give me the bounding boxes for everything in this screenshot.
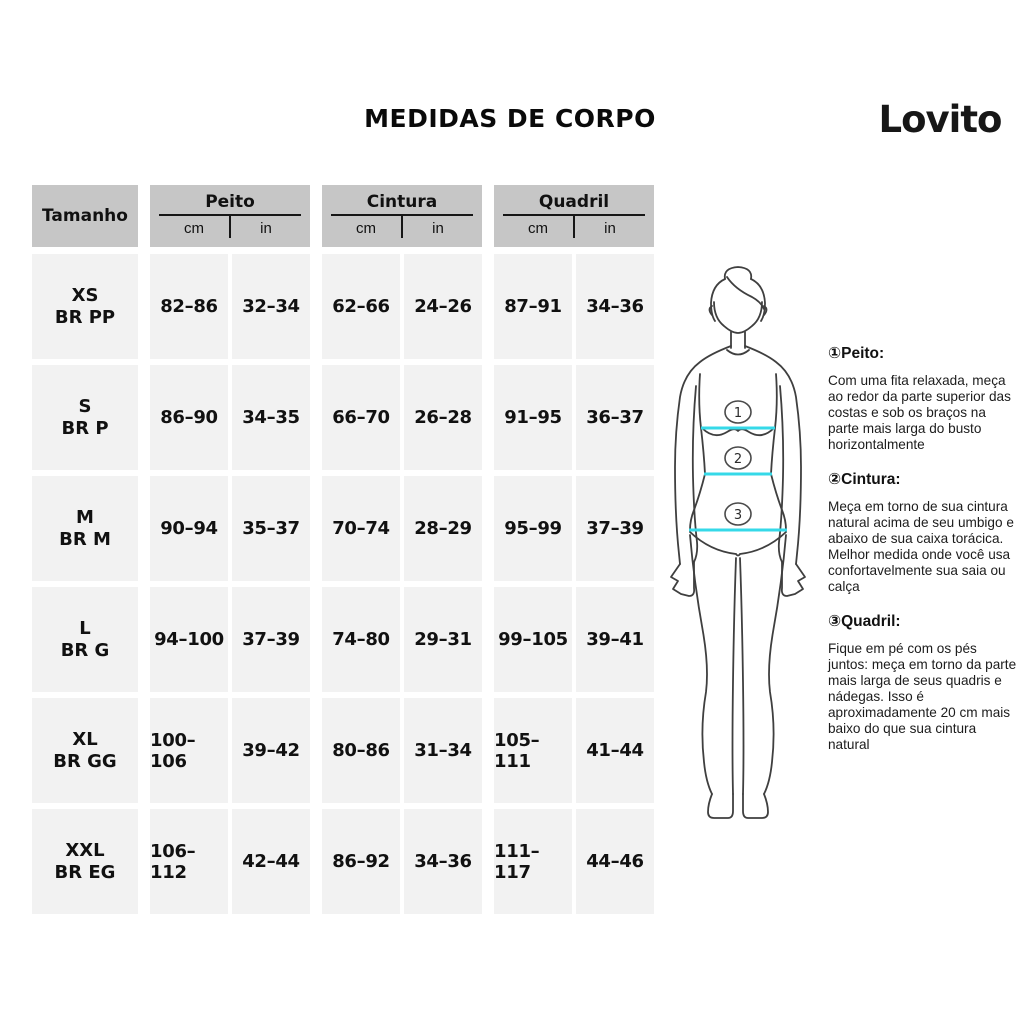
leg-right-outer [764, 535, 786, 794]
value-cell: 90–94 [150, 476, 228, 581]
leg-right-inner [740, 558, 744, 794]
size-cell [32, 587, 138, 692]
size-label: XS [71, 284, 99, 306]
size-table [32, 185, 654, 920]
value-cell: 39–41 [576, 587, 654, 692]
peito-cells [150, 587, 310, 692]
value-cell: 37–39 [576, 476, 654, 581]
table-row-s [32, 365, 654, 470]
value-cell: 37–39 [232, 587, 310, 692]
measurement-instructions [828, 344, 1020, 770]
quadril-cells [494, 809, 654, 914]
quadril-cells [494, 698, 654, 803]
value-cell: 91–95 [494, 365, 572, 470]
foot-right [743, 794, 768, 818]
leg-left-outer [690, 535, 712, 794]
size-label: M [76, 506, 94, 528]
marker-number-2: 2 [733, 452, 743, 467]
size-br-label: BR GG [53, 750, 117, 772]
size-label: XL [72, 728, 98, 750]
table-row-l [32, 587, 654, 692]
instruction-heading: ①Peito: [828, 345, 885, 362]
value-cell: 66–70 [322, 365, 400, 470]
unit-label-in: in [604, 220, 616, 237]
cintura-cells [322, 476, 482, 581]
value-cell: 94–100 [150, 587, 228, 692]
value-cell: 70–74 [322, 476, 400, 581]
size-br-label: BR PP [54, 306, 116, 328]
table-row-xs [32, 254, 654, 359]
size-br-label: BR P [61, 417, 109, 439]
size-label: L [79, 617, 91, 639]
hand-right [782, 562, 805, 596]
value-cell: 28–29 [404, 476, 482, 581]
value-cell: 80–86 [322, 698, 400, 803]
unit-label-cm: cm [184, 220, 204, 237]
cintura-cells [322, 254, 482, 359]
size-label: XXL [65, 839, 105, 861]
value-cell: 42–44 [232, 809, 310, 914]
value-cell: 106–112 [150, 809, 228, 914]
hair-bun [725, 267, 751, 279]
column-group-quadril [494, 185, 654, 247]
column-header-tamanho: Tamanho [32, 185, 138, 247]
quadril-cells [494, 476, 654, 581]
cintura-cells [322, 587, 482, 692]
marker-number-3: 3 [733, 508, 743, 523]
value-cell: 44–46 [576, 809, 654, 914]
value-cell: 86–90 [150, 365, 228, 470]
column-group-peito [150, 185, 310, 247]
bikini-curves [690, 532, 786, 556]
page-title: MEDIDAS DE CORPO [364, 104, 656, 133]
cintura-cells [322, 365, 482, 470]
value-cell: 82–86 [150, 254, 228, 359]
unit-label-cm: cm [356, 220, 376, 237]
instruction-quadril [828, 612, 1020, 753]
size-cell [32, 476, 138, 581]
value-cell: 105–111 [494, 698, 572, 803]
table-row-xl [32, 698, 654, 803]
value-cell: 24–26 [404, 254, 482, 359]
group-label: Peito [205, 192, 255, 212]
unit-label-in: in [260, 220, 272, 237]
value-cell: 32–34 [232, 254, 310, 359]
quadril-cells [494, 365, 654, 470]
peito-cells [150, 365, 310, 470]
size-br-label: BR G [60, 639, 110, 661]
neck [731, 332, 745, 348]
instruction-body: Meça em torno de sua cintura natural acima de seu umbigo e abaixo de sua caixa torácica. Melhor medida onde você usa confortavelmente sua saia ou calça [828, 499, 1014, 594]
body-measurement-figure [648, 262, 832, 837]
instruction-body: Fique em pé com os pés juntos: meça em torno da parte mais larga de seus quadris e nádegas. Isso é aproximadamente 20 cm mais baixo do que sua cintura natural [828, 641, 1017, 752]
peito-cells [150, 254, 310, 359]
group-label: Quadril [538, 192, 610, 212]
unit-label-in: in [432, 220, 444, 237]
peito-cells [150, 698, 310, 803]
instruction-heading: ③Quadril: [828, 613, 901, 630]
value-cell: 31–34 [404, 698, 482, 803]
leg-left-inner [733, 558, 737, 794]
value-cell: 100–106 [150, 698, 228, 803]
instruction-cintura [828, 470, 1020, 595]
hand-left [671, 562, 694, 596]
peito-cells [150, 809, 310, 914]
group-label: Cintura [366, 192, 438, 212]
unit-label-cm: cm [528, 220, 548, 237]
cintura-cells [322, 698, 482, 803]
foot-left [708, 794, 733, 818]
value-cell: 95–99 [494, 476, 572, 581]
cintura-cells [322, 809, 482, 914]
instruction-peito [828, 344, 1020, 453]
value-cell: 35–37 [232, 476, 310, 581]
value-cell: 34–36 [404, 809, 482, 914]
value-cell: 39–42 [232, 698, 310, 803]
value-cell: 41–44 [576, 698, 654, 803]
quadril-cells [494, 587, 654, 692]
value-cell: 34–35 [232, 365, 310, 470]
value-cell: 26–28 [404, 365, 482, 470]
table-row-xxl [32, 809, 654, 914]
face-outline [714, 302, 762, 333]
collar-curve [727, 350, 749, 355]
marker-number-1: 1 [733, 406, 743, 421]
hair-sweep [727, 277, 764, 309]
value-cell: 34–36 [576, 254, 654, 359]
size-br-label: BR M [59, 528, 111, 550]
instruction-heading: ②Cintura: [828, 471, 901, 488]
peito-cells [150, 476, 310, 581]
quadril-cells [494, 254, 654, 359]
table-header-row [32, 185, 654, 247]
value-cell: 86–92 [322, 809, 400, 914]
value-cell: 87–91 [494, 254, 572, 359]
value-cell: 111–117 [494, 809, 572, 914]
instruction-body: Com uma fita relaxada, meça ao redor da parte superior das costas e sob os braços na parte mais larga do busto horizontalmente [828, 373, 1011, 452]
size-cell [32, 365, 138, 470]
size-label: S [78, 395, 92, 417]
value-cell: 29–31 [404, 587, 482, 692]
value-cell: 74–80 [322, 587, 400, 692]
table-row-m [32, 476, 654, 581]
value-cell: 99–105 [494, 587, 572, 692]
size-cell [32, 809, 138, 914]
size-br-label: BR EG [54, 861, 116, 883]
brand-logo: Lovito [878, 98, 1002, 141]
size-cell [32, 254, 138, 359]
value-cell: 62–66 [322, 254, 400, 359]
value-cell: 36–37 [576, 365, 654, 470]
size-cell [32, 698, 138, 803]
column-group-cintura [322, 185, 482, 247]
